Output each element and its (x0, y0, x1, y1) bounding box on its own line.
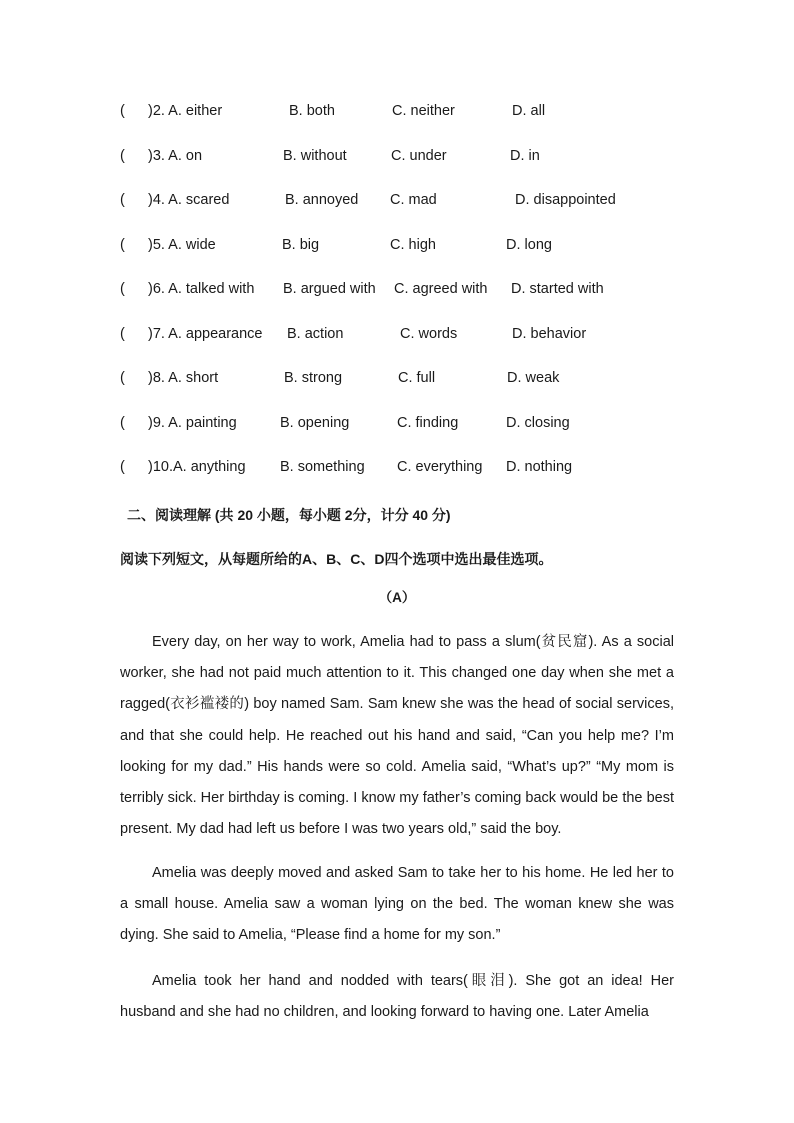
passage-paragraph: Every day, on her way to work, Amelia had to pass a slum(贫民窟). As a social worker, she had not paid much attention to it. This changed one day when she met a ragged(衣衫褴褛的) boy named Sam. Sam knew she was the head of social services, and that she could help. He reached out his hand and said, “Can you help me? I’m looking for my dad.” His hands were so cold. Amelia said, “What’s up?” “My mom is terribly sick. Her birthday is coming. I know my father’s coming back would be the best present. My dad had left us before I was two years old,” said the boy. (120, 634, 674, 838)
answer-blank[interactable]: ( (120, 281, 125, 297)
passage-paragraph: Amelia was deeply moved and asked Sam to take her to his home. He led her to a small house. Amelia saw a woman lying on the bed. The woman knew she was dying. She said to Amelia, “Please find a home for my son.” (120, 865, 674, 944)
option-a: )8. A. short (148, 370, 219, 386)
answer-blank[interactable]: ( (120, 148, 125, 164)
option-b: B. action (287, 326, 344, 342)
option-c: C. neither (392, 103, 455, 119)
option-a: )7. A. appearance (148, 326, 263, 342)
option-b: B. argued with (283, 281, 376, 297)
option-c: C. mad (390, 192, 437, 208)
option-d: D. nothing (506, 459, 573, 475)
option-a: )3. A. on (148, 148, 203, 164)
question-row (120, 192, 700, 214)
answer-blank[interactable]: ( (120, 326, 125, 342)
option-d: D. closing (506, 415, 570, 431)
option-b: B. both (289, 103, 335, 119)
option-a: )6. A. talked with (148, 281, 255, 297)
option-a: )5. A. wide (148, 237, 216, 253)
passage-label: （A） (378, 590, 416, 605)
option-a: )2. A. either (148, 103, 223, 119)
option-d: D. behavior (512, 326, 587, 342)
question-row (120, 281, 700, 303)
option-b: B. big (282, 237, 320, 253)
option-b: B. something (280, 459, 365, 475)
option-b: B. without (283, 148, 347, 164)
question-row (120, 326, 700, 348)
option-d: D. in (510, 148, 540, 164)
option-d: D. long (506, 237, 552, 253)
question-row (120, 237, 700, 259)
option-c: C. everything (397, 459, 483, 475)
question-row (120, 103, 700, 125)
answer-blank[interactable]: ( (120, 370, 125, 386)
option-b: B. opening (280, 415, 350, 431)
option-a: )4. A. scared (148, 192, 230, 208)
question-row (120, 370, 700, 392)
answer-blank[interactable]: ( (120, 192, 125, 208)
answer-blank[interactable]: ( (120, 103, 125, 119)
option-d: D. weak (507, 370, 560, 386)
option-a: )9. A. painting (148, 415, 237, 431)
option-c: C. under (391, 148, 447, 164)
option-d: D. started with (511, 281, 604, 297)
option-c: C. full (398, 370, 436, 386)
question-row (120, 148, 700, 170)
answer-blank[interactable]: ( (120, 415, 125, 431)
option-c: C. agreed with (394, 281, 488, 297)
option-c: C. words (400, 326, 458, 342)
option-d: D. disappointed (515, 192, 616, 208)
option-b: B. annoyed (285, 192, 359, 208)
section-title: 二、阅读理解 (共 20 小题，每小题 2分，计分 40 分) (127, 507, 451, 523)
option-d: D. all (512, 103, 546, 119)
option-c: C. finding (397, 415, 459, 431)
passage-paragraph: Amelia took her hand and nodded with tears(眼泪). She got an idea! Her husband and she had no children, and looking forward to having one. Later Amelia (120, 973, 674, 1021)
option-c: C. high (390, 237, 436, 253)
section-instruction: 阅读下列短文，从每题所给的A、B、C、D四个选项中选出最佳选项。 (120, 551, 553, 567)
answer-blank[interactable]: ( (120, 237, 125, 253)
question-row (120, 415, 700, 437)
question-row (120, 459, 700, 481)
answer-blank[interactable]: ( (120, 459, 125, 475)
option-b: B. strong (284, 370, 343, 386)
option-a: )10.A. anything (148, 459, 246, 475)
